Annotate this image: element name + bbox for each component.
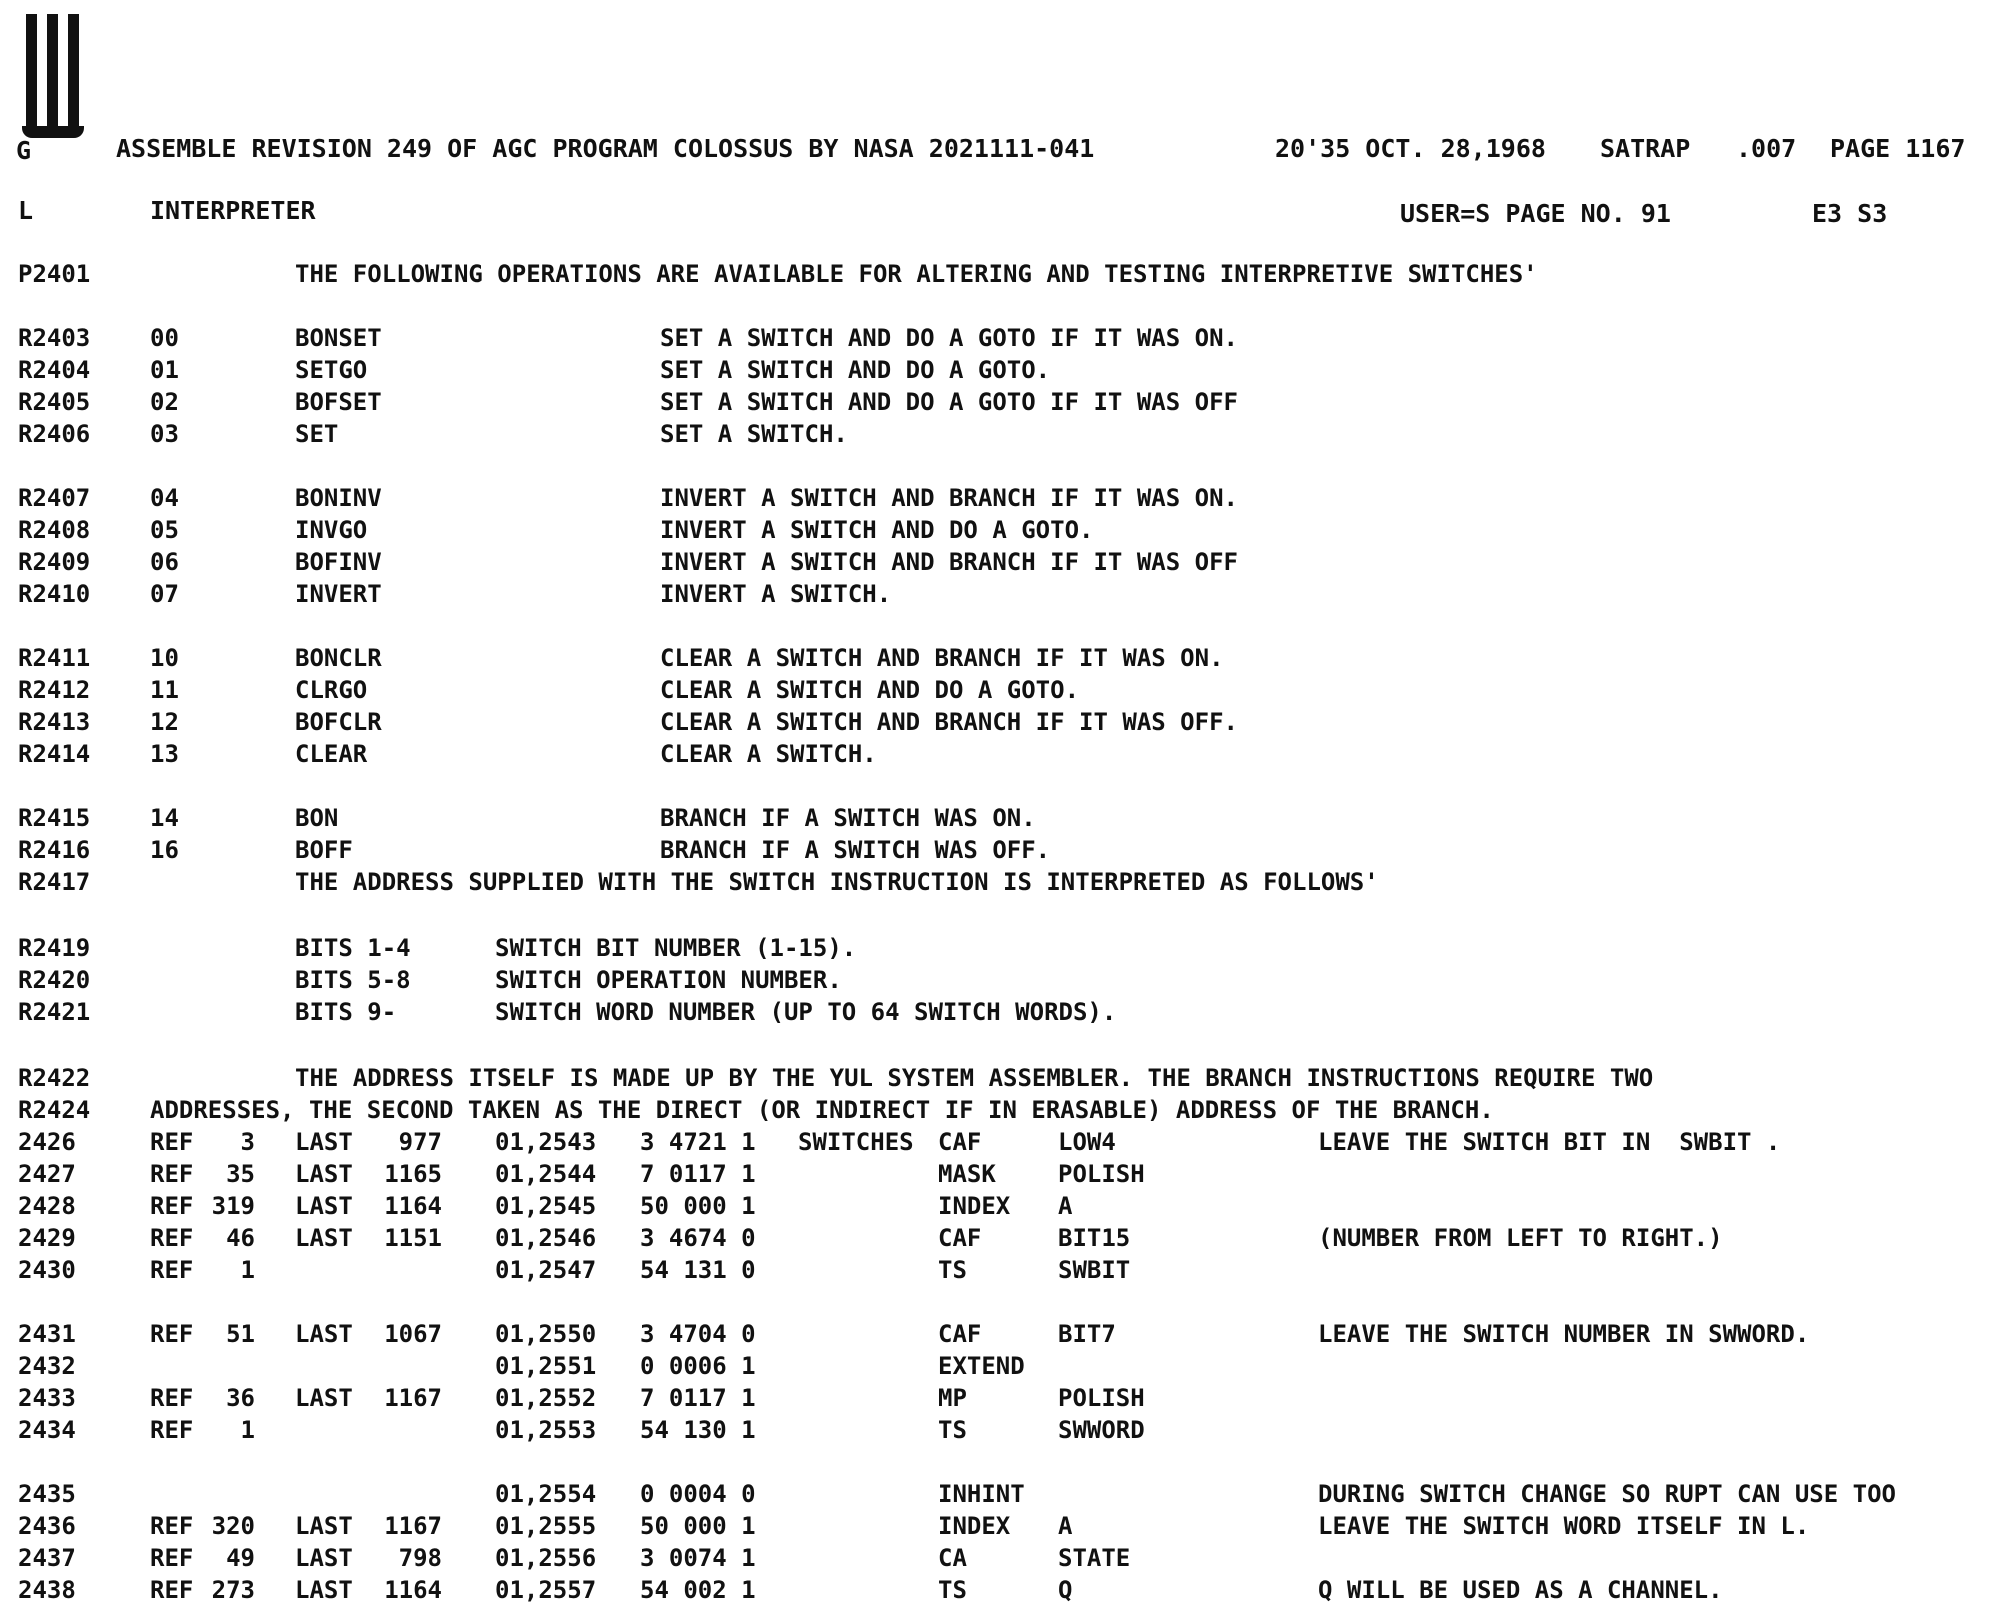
op-number: 16 (150, 836, 179, 864)
memory-address: 01,2557 (495, 1576, 597, 1604)
line-mark: R2413 (18, 708, 91, 736)
op-description: INVERT A SWITCH AND BRANCH IF IT WAS OFF (660, 548, 1238, 576)
op-number: 00 (150, 324, 179, 352)
section-code: E3 S3 (1812, 199, 1888, 228)
op-description: BRANCH IF A SWITCH WAS ON. (660, 804, 1036, 832)
octal-code: 50 000 1 (640, 1192, 756, 1220)
octal-code: 50 000 1 (640, 1512, 756, 1540)
op-description: CLEAR A SWITCH AND BRANCH IF IT WAS ON. (660, 644, 1224, 672)
operand: POLISH (1058, 1160, 1145, 1188)
ref-count: 3 (240, 1128, 255, 1156)
op-number: 05 (150, 516, 179, 544)
octal-code: 3 0074 1 (640, 1544, 756, 1572)
line-text: THE ADDRESS SUPPLIED WITH THE SWITCH INSTRUCTION IS INTERPRETED AS FOLLOWS' (295, 868, 1379, 896)
op-number: 10 (150, 644, 179, 672)
card-number: 2428 (18, 1192, 76, 1220)
op-row (0, 644, 1989, 676)
op-row (0, 548, 1989, 580)
octal-code: 0 0004 0 (640, 1480, 756, 1508)
bit-description: SWITCH BIT NUMBER (1-15). (495, 934, 857, 962)
code-row (0, 1224, 1989, 1256)
card-number: 2426 (18, 1128, 76, 1156)
line-mark: R2414 (18, 740, 91, 768)
line-mark: R2415 (18, 804, 91, 832)
octal-code: 0 0006 1 (640, 1352, 756, 1380)
last-label: LAST (295, 1160, 353, 1188)
op-description: SET A SWITCH AND DO A GOTO IF IT WAS OFF (660, 388, 1238, 416)
ref-count: 49 (226, 1544, 255, 1572)
op-row (0, 708, 1989, 740)
opcode: CAF (938, 1224, 982, 1252)
op-mnemonic: CLEAR (295, 740, 368, 768)
card-number: 2433 (18, 1384, 76, 1412)
op-description: CLEAR A SWITCH AND BRANCH IF IT WAS OFF. (660, 708, 1238, 736)
line-mark: P2401 (18, 260, 91, 288)
op-description: SET A SWITCH AND DO A GOTO IF IT WAS ON. (660, 324, 1238, 352)
op-description: CLEAR A SWITCH. (660, 740, 877, 768)
op-description: INVERT A SWITCH. (660, 580, 892, 608)
memory-address: 01,2543 (495, 1128, 597, 1156)
last-number: 977 (398, 1128, 442, 1156)
opcode: TS (938, 1416, 967, 1444)
card-number: 2427 (18, 1160, 76, 1188)
op-row (0, 580, 1989, 612)
operand: STATE (1058, 1544, 1131, 1572)
last-label: LAST (295, 1224, 353, 1252)
listing-line (0, 260, 1989, 292)
octal-code: 7 0117 1 (640, 1160, 756, 1188)
opcode: INDEX (938, 1192, 1011, 1220)
ref-count: 320 (211, 1512, 255, 1540)
code-row (0, 1352, 1989, 1384)
operand: LOW4 (1058, 1128, 1116, 1156)
version-label: .007 (1736, 134, 1797, 163)
opcode: EXTEND (938, 1352, 1025, 1380)
op-number: 11 (150, 676, 179, 704)
assembly-date: 20'35 OCT. 28,1968 (1275, 134, 1546, 163)
ref-count: 1 (240, 1416, 255, 1444)
octal-code: 3 4674 0 (640, 1224, 756, 1252)
memory-address: 01,2553 (495, 1416, 597, 1444)
opcode: INHINT (938, 1480, 1025, 1508)
op-row (0, 804, 1989, 836)
ref-label: REF (150, 1256, 194, 1284)
ref-label: REF (150, 1576, 194, 1604)
card-number: 2429 (18, 1224, 76, 1252)
last-number: 1067 (384, 1320, 442, 1348)
op-row (0, 740, 1989, 772)
bit-description: SWITCH OPERATION NUMBER. (495, 966, 842, 994)
operand: BIT7 (1058, 1320, 1116, 1348)
ref-label: REF (150, 1512, 194, 1540)
code-row (0, 1128, 1989, 1160)
line-mark: R2417 (18, 868, 91, 896)
op-description: SET A SWITCH. (660, 420, 848, 448)
op-row (0, 836, 1989, 868)
op-row (0, 324, 1989, 356)
last-label: LAST (295, 1384, 353, 1412)
op-mnemonic: BOFINV (295, 548, 382, 576)
line-mark: R2409 (18, 548, 91, 576)
op-mnemonic: BONCLR (295, 644, 382, 672)
operand: A (1058, 1512, 1073, 1540)
code-comment: (NUMBER FROM LEFT TO RIGHT.) (1318, 1224, 1723, 1252)
operand: SWWORD (1058, 1416, 1145, 1444)
last-number: 1164 (384, 1192, 442, 1220)
bit-range: BITS 5-8 (295, 966, 411, 994)
code-comment: LEAVE THE SWITCH NUMBER IN SWWORD. (1318, 1320, 1810, 1348)
memory-address: 01,2551 (495, 1352, 597, 1380)
section-title: INTERPRETER (150, 196, 316, 225)
ref-label: REF (150, 1224, 194, 1252)
card-number: 2438 (18, 1576, 76, 1604)
page-number: PAGE 1167 (1830, 134, 1966, 163)
op-row (0, 356, 1989, 388)
op-mnemonic: BOFSET (295, 388, 382, 416)
op-mnemonic: BON (295, 804, 339, 832)
line-mark: R2416 (18, 836, 91, 864)
code-row (0, 1480, 1989, 1512)
code-comment: LEAVE THE SWITCH WORD ITSELF IN L. (1318, 1512, 1810, 1540)
op-number: 13 (150, 740, 179, 768)
code-comment: DURING SWITCH CHANGE SO RUPT CAN USE TOO (1318, 1480, 1896, 1508)
corner-mark: G (16, 136, 32, 165)
op-number: 12 (150, 708, 179, 736)
bit-range: BITS 9- (295, 998, 397, 1026)
opcode: CAF (938, 1128, 982, 1156)
code-row (0, 1416, 1989, 1448)
ref-count: 46 (226, 1224, 255, 1252)
operand: SWBIT (1058, 1256, 1131, 1284)
code-row (0, 1160, 1989, 1192)
ref-label: REF (150, 1384, 194, 1412)
line-mark: R2406 (18, 420, 91, 448)
op-row (0, 420, 1989, 452)
ref-label: REF (150, 1128, 194, 1156)
op-row (0, 388, 1989, 420)
op-row (0, 516, 1989, 548)
op-mnemonic: BONSET (295, 324, 382, 352)
listing-line (0, 868, 1989, 900)
card-number: 2435 (18, 1480, 76, 1508)
op-mnemonic: INVERT (295, 580, 382, 608)
card-number: 2434 (18, 1416, 76, 1444)
bit-range: BITS 1-4 (295, 934, 411, 962)
operand: Q (1058, 1576, 1073, 1604)
opcode: MASK (938, 1160, 996, 1188)
code-row (0, 1384, 1989, 1416)
op-number: 07 (150, 580, 179, 608)
bits-row (0, 998, 1989, 1030)
ref-label: REF (150, 1192, 194, 1220)
op-mnemonic: BONINV (295, 484, 382, 512)
op-number: 14 (150, 804, 179, 832)
card-number: 2432 (18, 1352, 76, 1380)
op-description: SET A SWITCH AND DO A GOTO. (660, 356, 1051, 384)
code-label: SWITCHES (798, 1128, 914, 1156)
octal-code: 3 4721 1 (640, 1128, 756, 1156)
last-number: 1167 (384, 1384, 442, 1412)
op-description: INVERT A SWITCH AND BRANCH IF IT WAS ON. (660, 484, 1238, 512)
octal-code: 54 002 1 (640, 1576, 756, 1604)
code-row (0, 1544, 1989, 1576)
op-number: 01 (150, 356, 179, 384)
line-text: THE FOLLOWING OPERATIONS ARE AVAILABLE FOR ALTERING AND TESTING INTERPRETIVE SWITCHES' (295, 260, 1538, 288)
op-mnemonic: INVGO (295, 516, 368, 544)
octal-code: 54 131 0 (640, 1256, 756, 1284)
line-mark: R2408 (18, 516, 91, 544)
user-page-number: USER=S PAGE NO. 91 (1400, 199, 1671, 228)
agc-logo (22, 14, 84, 138)
last-number: 1164 (384, 1576, 442, 1604)
last-label: LAST (295, 1320, 353, 1348)
op-mnemonic: SETGO (295, 356, 368, 384)
line-mark: R2424 (18, 1096, 91, 1124)
opcode: TS (938, 1576, 967, 1604)
op-number: 06 (150, 548, 179, 576)
card-number: 2430 (18, 1256, 76, 1284)
ref-count: 36 (226, 1384, 255, 1412)
memory-address: 01,2552 (495, 1384, 597, 1412)
bits-row (0, 966, 1989, 998)
ref-count: 319 (211, 1192, 255, 1220)
op-mnemonic: BOFCLR (295, 708, 382, 736)
ref-label: REF (150, 1320, 194, 1348)
opcode: INDEX (938, 1512, 1011, 1540)
last-number: 798 (398, 1544, 442, 1572)
operand: BIT15 (1058, 1224, 1131, 1252)
octal-code: 3 4704 0 (640, 1320, 756, 1348)
opcode: CAF (938, 1320, 982, 1348)
code-row (0, 1192, 1989, 1224)
op-description: INVERT A SWITCH AND DO A GOTO. (660, 516, 1094, 544)
line-mark: R2411 (18, 644, 91, 672)
line-mark: R2412 (18, 676, 91, 704)
memory-address: 01,2544 (495, 1160, 597, 1188)
code-row (0, 1320, 1989, 1352)
last-label: LAST (295, 1128, 353, 1156)
line-text: THE ADDRESS ITSELF IS MADE UP BY THE YUL SYSTEM ASSEMBLER. THE BRANCH INSTRUCTIONS REQUIRE TWO (295, 1064, 1654, 1092)
line-mark: R2422 (18, 1064, 91, 1092)
ref-label: REF (150, 1544, 194, 1572)
memory-address: 01,2555 (495, 1512, 597, 1540)
satrap-label: SATRAP (1600, 134, 1691, 163)
line-mark: R2403 (18, 324, 91, 352)
last-number: 1151 (384, 1224, 442, 1252)
ref-count: 1 (240, 1256, 255, 1284)
opcode: TS (938, 1256, 967, 1284)
section-letter: L (18, 196, 34, 225)
last-number: 1165 (384, 1160, 442, 1188)
card-number: 2431 (18, 1320, 76, 1348)
ref-label: REF (150, 1160, 194, 1188)
ref-count: 35 (226, 1160, 255, 1188)
line-mark: R2405 (18, 388, 91, 416)
memory-address: 01,2546 (495, 1224, 597, 1252)
memory-address: 01,2547 (495, 1256, 597, 1284)
op-description: CLEAR A SWITCH AND DO A GOTO. (660, 676, 1080, 704)
code-row (0, 1256, 1989, 1288)
octal-code: 54 130 1 (640, 1416, 756, 1444)
ref-label: REF (150, 1416, 194, 1444)
line-mark: R2420 (18, 966, 91, 994)
bits-row (0, 934, 1989, 966)
last-label: LAST (295, 1544, 353, 1572)
operand: POLISH (1058, 1384, 1145, 1412)
memory-address: 01,2556 (495, 1544, 597, 1572)
op-description: BRANCH IF A SWITCH WAS OFF. (660, 836, 1051, 864)
code-row (0, 1576, 1989, 1608)
card-number: 2437 (18, 1544, 76, 1572)
op-number: 04 (150, 484, 179, 512)
memory-address: 01,2554 (495, 1480, 597, 1508)
code-comment: Q WILL BE USED AS A CHANNEL. (1318, 1576, 1723, 1604)
op-number: 03 (150, 420, 179, 448)
ref-count: 273 (211, 1576, 255, 1604)
line-mark: R2410 (18, 580, 91, 608)
listing-line (0, 1096, 1989, 1128)
last-label: LAST (295, 1512, 353, 1540)
op-mnemonic: SET (295, 420, 339, 448)
last-number: 1167 (384, 1512, 442, 1540)
line-mark: R2404 (18, 356, 91, 384)
ref-count: 51 (226, 1320, 255, 1348)
opcode: CA (938, 1544, 967, 1572)
line-text: ADDRESSES, THE SECOND TAKEN AS THE DIRECT (OR INDIRECT IF IN ERASABLE) ADDRESS OF THE BRANCH. (150, 1096, 1494, 1124)
last-label: LAST (295, 1576, 353, 1604)
assembly-title: ASSEMBLE REVISION 249 OF AGC PROGRAM COLOSSUS BY NASA 2021111-041 (116, 134, 1095, 163)
op-mnemonic: CLRGO (295, 676, 368, 704)
line-mark: R2407 (18, 484, 91, 512)
memory-address: 01,2550 (495, 1320, 597, 1348)
operand: A (1058, 1192, 1073, 1220)
code-row (0, 1512, 1989, 1544)
card-number: 2436 (18, 1512, 76, 1540)
memory-address: 01,2545 (495, 1192, 597, 1220)
line-mark: R2421 (18, 998, 91, 1026)
opcode: MP (938, 1384, 967, 1412)
octal-code: 7 0117 1 (640, 1384, 756, 1412)
listing-line (0, 1064, 1989, 1096)
bit-description: SWITCH WORD NUMBER (UP TO 64 SWITCH WORDS). (495, 998, 1117, 1026)
line-mark: R2419 (18, 934, 91, 962)
code-comment: LEAVE THE SWITCH BIT IN SWBIT . (1318, 1128, 1781, 1156)
op-row (0, 484, 1989, 516)
last-label: LAST (295, 1192, 353, 1220)
op-row (0, 676, 1989, 708)
op-mnemonic: BOFF (295, 836, 353, 864)
op-number: 02 (150, 388, 179, 416)
